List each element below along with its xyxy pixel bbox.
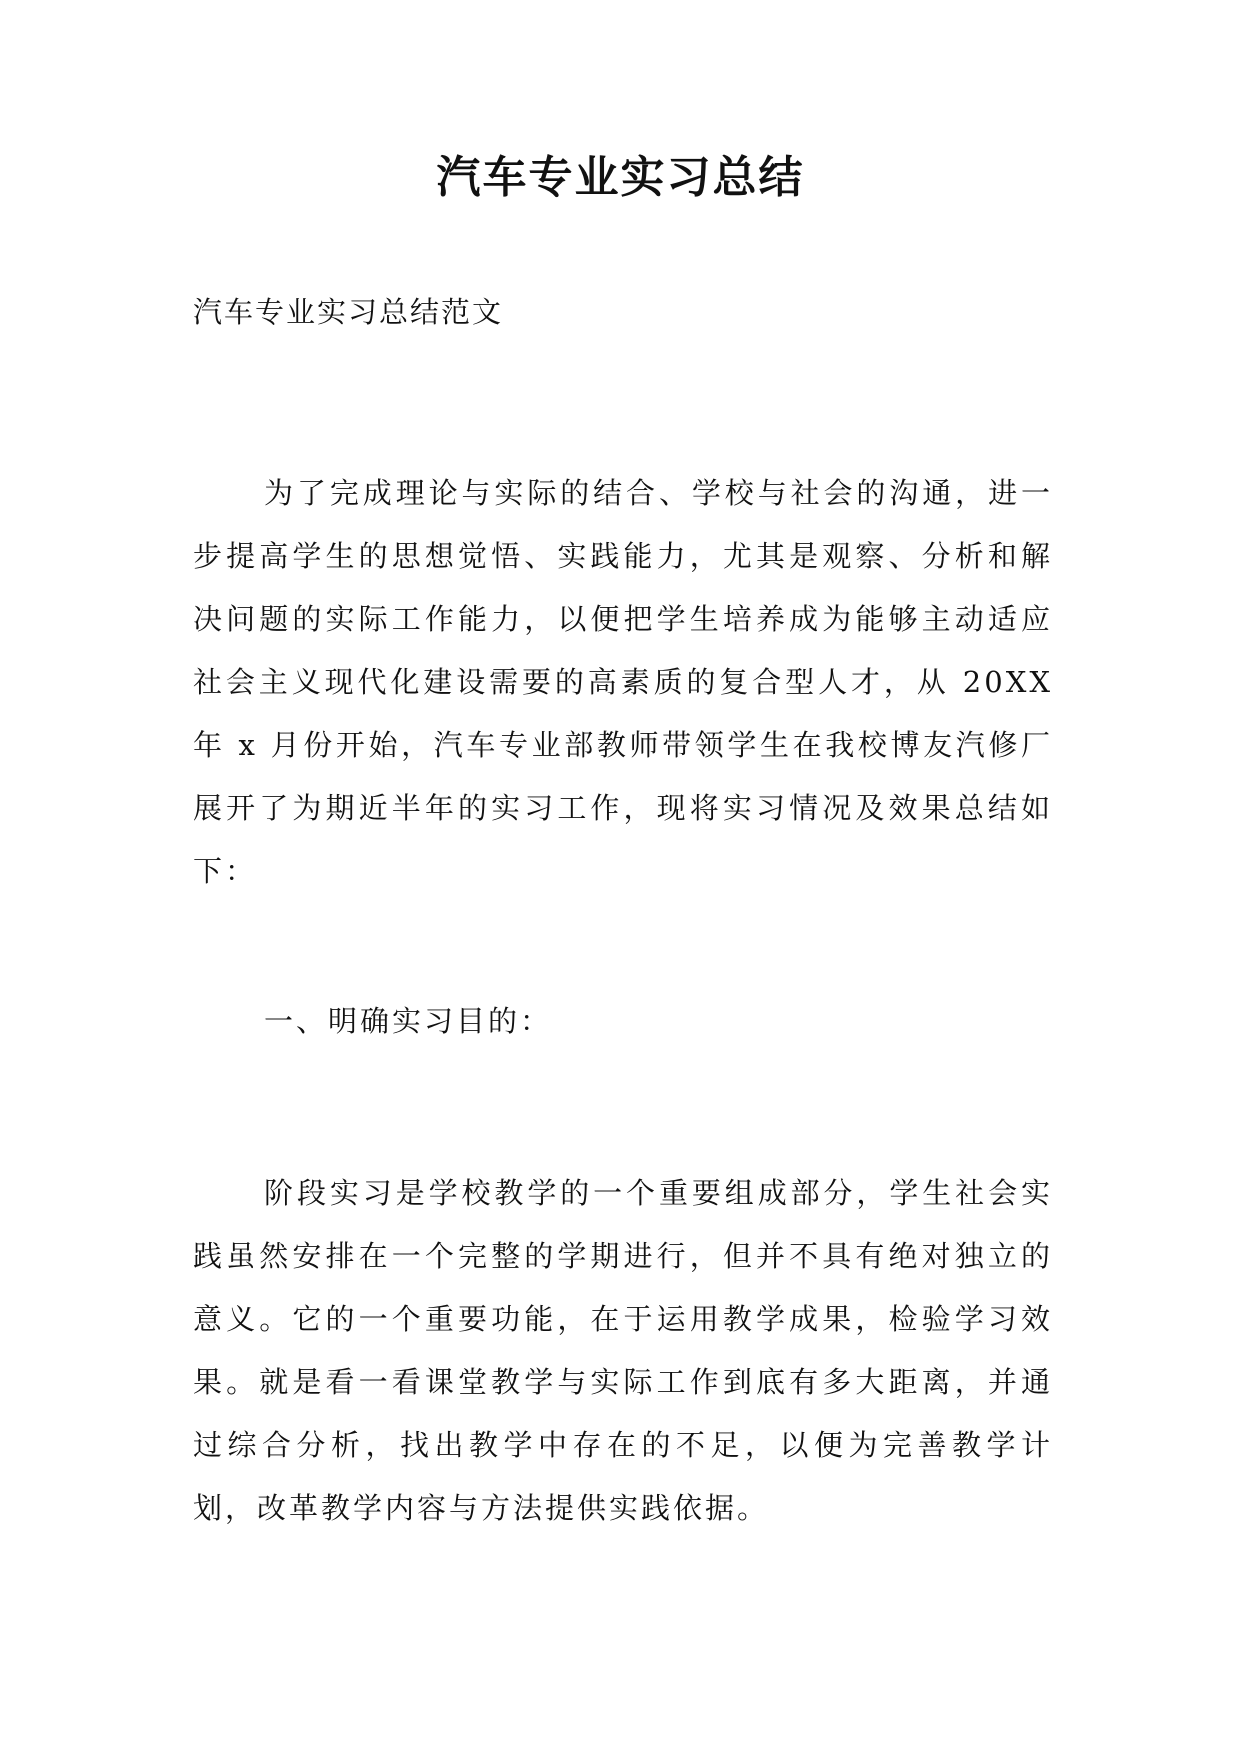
document-subtitle: 汽车专业实习总结范文 [193,295,504,329]
document-title: 汽车专业实习总结 [436,152,805,203]
section-heading: 一、明确实习目的： [264,1004,553,1038]
body-paragraph: 为了完成理论与实际的结合、学校与社会的沟通，进一步提高学生的思想觉悟、实践能力，尤其是观察、分析和解决问题的实际工作能力，以便把学生培养成为能够主动适应社会主义现代化建设需要的高素质的复合型人才，从 20XX 年 x 月份开始，汽车专业部教师带领学生在我校博友汽修厂展开了为期近半年的实习工作，现将实习情况及效果总结如下： [193,476,1053,888]
body-paragraph: 阶段实习是学校教学的一个重要组成部分，学生社会实践虽然安排在一个完整的学期进行，但并不具有绝对独立的意义。它的一个重要功能，在于运用教学成果，检验学习效果。就是看一看课堂教学与实际工作到底有多大距离，并通过综合分析，找出教学中存在的不足，以便为完善教学计划，改革教学内容与方法提供实践依据。 [193,1176,1053,1525]
